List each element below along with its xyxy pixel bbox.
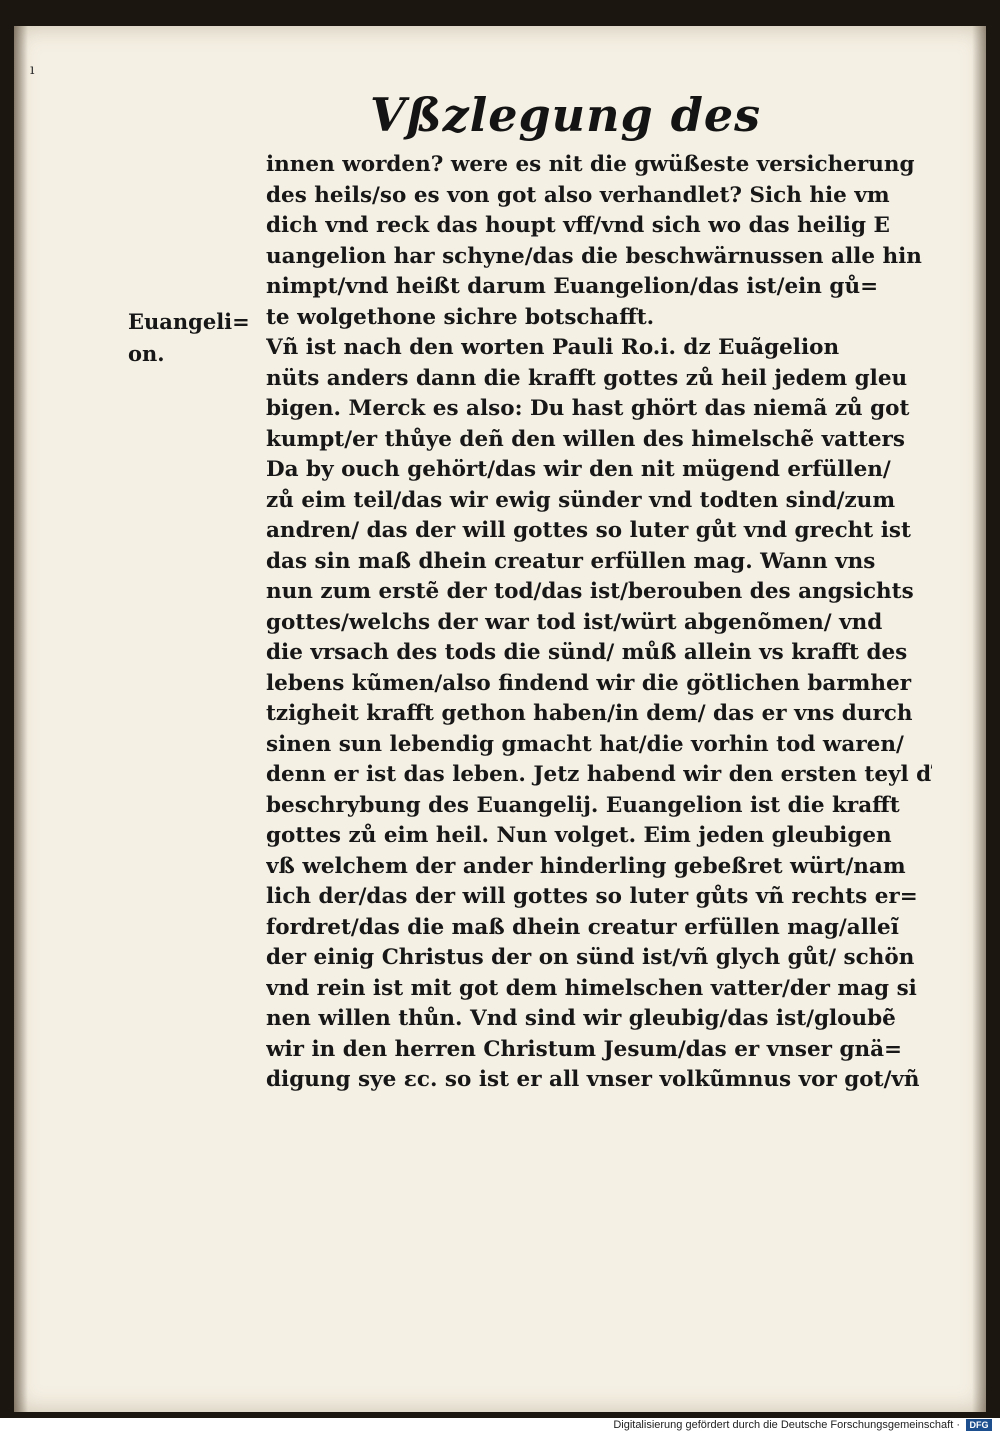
text-line: fordret/das die maß dhein creatur erfüllen mag/alleĩ (266, 914, 899, 940)
text-line: vnd rein ist mit got dem himelschen vatter/der mag si (266, 975, 917, 1001)
text-line: gottes zů eim heil. Nun volget. Eim jeden gleubigen (266, 823, 892, 848)
text-line: beschrybung des Euangelij. Euangelion ist die krafft (266, 792, 900, 818)
text-line: tzigheit krafft gethon haben/in dem/ das er vns durch (266, 701, 913, 726)
page-edge-shadow-left (14, 26, 28, 1412)
text-line: der einig Christus der on sünd ist/vñ glych gůt/ schön (266, 945, 915, 970)
text-line: das sin maß dhein creatur erfüllen mag. Wann vns (266, 548, 876, 574)
page-edge-shadow-right (972, 26, 986, 1412)
text-line: wir in den herren Christum Jesum/das er vnser gnä= (266, 1036, 903, 1062)
text-line: dich vnd reck das houpt vff/vnd sich wo das heilig E (266, 213, 890, 238)
text-line: andren/ das der will gottes so luter gůt vnd grecht ist (266, 518, 911, 543)
margin-note-line: Euangeli= (128, 309, 250, 334)
text-line: lich der/das der will gottes so luter gůts vñ rechts er= (266, 884, 918, 909)
text-line: des heils/so es von got also verhandlet? Sich hie vm (266, 182, 890, 208)
body-text (266, 150, 932, 1096)
text-line: vß welchem der ander hinderling gebeßret würt/nam (266, 853, 906, 879)
text-line: Da by ouch gehört/das wir den nit mügend erfüllen/ (266, 457, 891, 482)
text-line: sinen sun lebendig gmacht hat/die vorhin tod waren/ (266, 731, 904, 757)
text-line: gottes/welchs der war tod ist/würt abgenõmen/ vnd (266, 609, 883, 635)
dfg-logo: DFG (966, 1419, 992, 1431)
text-line: uangelion har schyne/das die beschwärnussen alle hin (266, 243, 922, 269)
folio-mark: ı (30, 62, 35, 78)
text-line: Vñ ist nach den worten Pauli Ro.i. dz Euãgelion (266, 335, 840, 360)
text-line: nun zum erstẽ der tod/das ist/berouben des angsichts (266, 579, 914, 604)
text-line: kumpt/er thůye deñ den willen des himelschẽ vatters (266, 426, 905, 452)
text-line: lebens kũmen/also findend wir die götlichen barmher (266, 670, 912, 696)
margin-note-line: on. (128, 341, 165, 366)
text-line: nimpt/vnd heißt darum Euangelion/das ist/ein gů= (266, 274, 879, 299)
margin-note (128, 306, 263, 370)
text-line: te wolgethone sichre botschafft. (266, 304, 655, 330)
text-line: denn er ist das leben. Jetz habend wir den ersten teyl ď (266, 762, 932, 787)
text-line: zů eim teil/das wir ewig sünder vnd todten sind/zum (266, 487, 896, 513)
text-line: nen willen thůn. Vnd sind wir gleubig/das ist/gloubẽ (266, 1006, 896, 1031)
running-head: Vßzlegung des (370, 88, 762, 142)
text-line: bigen. Merck es also: Du hast ghört das niemã zů got (266, 396, 910, 421)
text-line: digung sye ɛc. so ist er all vnser volkũmnus vor got/vñ (266, 1067, 920, 1092)
digitization-credit: Digitalisierung gefördert durch die Deutsche Forschungsgemeinschaft · (613, 1419, 960, 1431)
text-line: nüts anders dann die krafft gottes zů heil jedem gleu (266, 365, 908, 391)
text-line: innen worden? were es nit die gwüßeste versicherung (266, 152, 915, 177)
text-line: die vrsach des tods die sünd/ můß allein vs krafft des (266, 640, 908, 665)
